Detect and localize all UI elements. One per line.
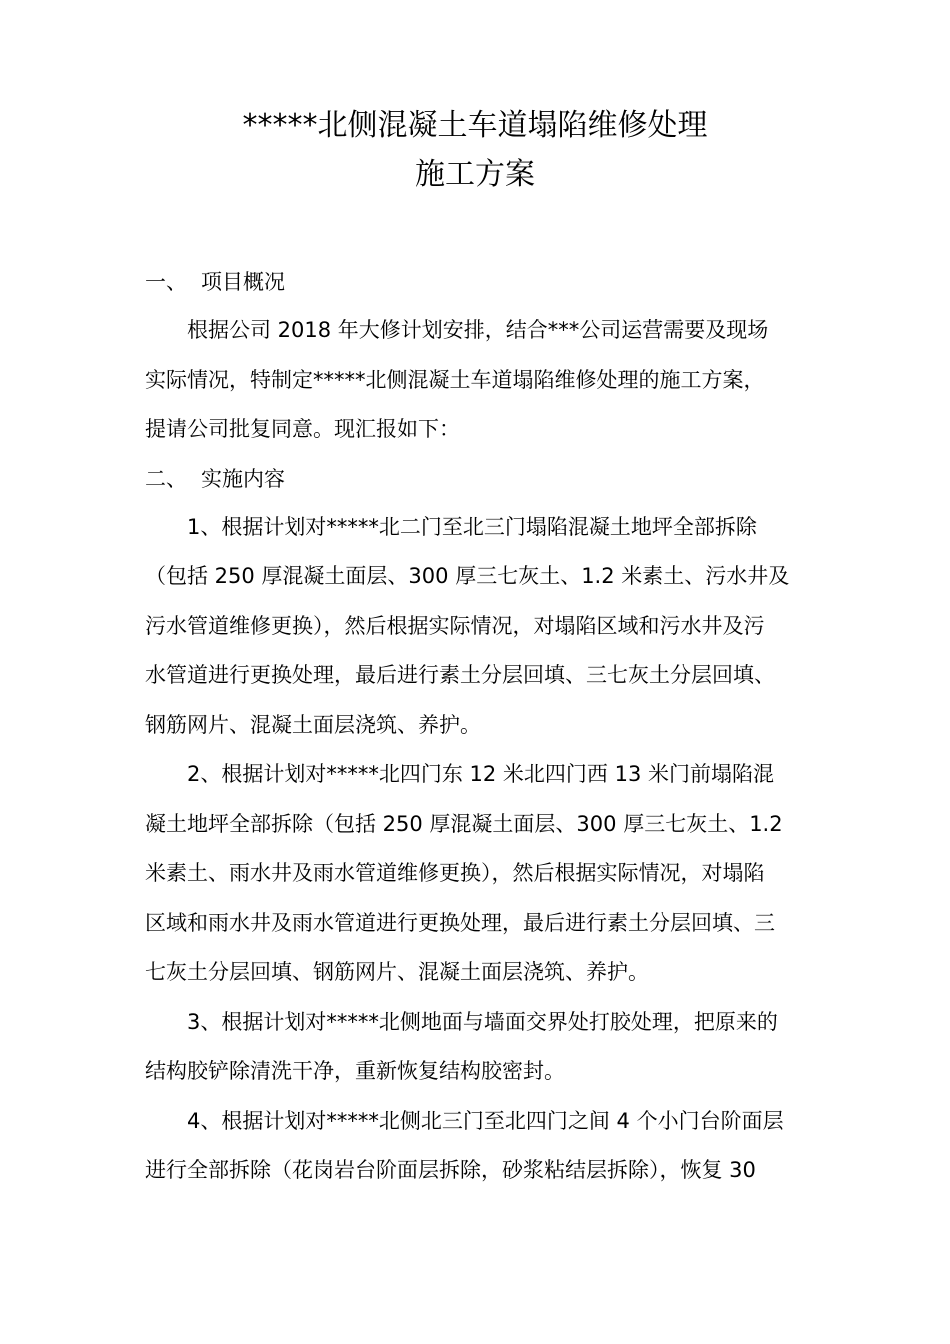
section-title: 项目概况 [201,270,285,294]
paragraph-line: 根据公司 2018 年大修计划安排，结合***公司运营需要及现场 [187,318,769,342]
paragraph-line: 区域和雨水井及雨水管道进行更换处理，最后进行素土分层回填、三 [145,910,775,935]
document-body [145,264,810,1202]
paragraph-line: 凝土地坪全部拆除（包括 250 厚混凝土面层、300 厚三七灰土、1.2 [145,811,783,836]
item-3-paragraph [145,1004,810,1103]
paragraph-line: 钢筋网片、混凝土面层浇筑、养护。 [145,712,481,737]
item-1-paragraph [145,509,810,757]
paragraph-line: 污水管道维修更换），然后根据实际情况，对塌陷区域和污水井及污 [145,613,765,638]
paragraph-line: 1、根据计划对*****北二门至北三门塌陷混凝土地坪全部拆除 [187,514,757,539]
paragraph-line: 实际情况，特制定*****北侧混凝土车道塌陷维修处理的施工方案， [145,367,765,392]
paragraph-line: 七灰土分层回填、钢筋网片、混凝土面层浇筑、养护。 [145,960,649,984]
paragraph-line: 米素土、雨水井及雨水管道维修更换），然后根据实际情况，对塌陷 [145,861,765,885]
section-heading-implementation [145,461,810,509]
paragraph-line: 水管道进行更换处理，最后进行素土分层回填、三七灰土分层回填、 [145,663,775,687]
section-number: 二、 [145,466,187,491]
paragraph-line: 4、根据计划对*****北侧北三门至北四门之间 4 个小门台阶面层 [187,1108,784,1133]
section-title: 实施内容 [201,466,285,491]
paragraph-line: 结构胶铲除清洗干净，重新恢复结构胶密封。 [145,1059,565,1083]
item-2-paragraph [145,756,810,1004]
section-heading-overview [145,264,810,312]
paragraph-line: 提请公司批复同意。现汇报如下： [145,417,460,441]
paragraph-line: （包括 250 厚混凝土面层、300 厚三七灰土、1.2 米素土、污水井及 [145,564,790,588]
paragraph-line: 进行全部拆除（花岗岩台阶面层拆除，砂浆粘结层拆除），恢复 30 [145,1158,756,1182]
item-4-paragraph [145,1103,810,1202]
paragraph-line: 2、根据计划对*****北四门东 12 米北四门西 13 米门前塌陷混 [187,762,775,786]
paragraph-line: 3、根据计划对*****北侧地面与墙面交界处打胶处理，把原来的 [187,1009,778,1034]
document-title-line-2: 施工方案 [415,157,535,192]
intro-paragraph [145,312,810,461]
document-title-line-1: *****北侧混凝土车道塌陷维修处理 [242,108,708,143]
section-number: 一、 [145,270,187,294]
